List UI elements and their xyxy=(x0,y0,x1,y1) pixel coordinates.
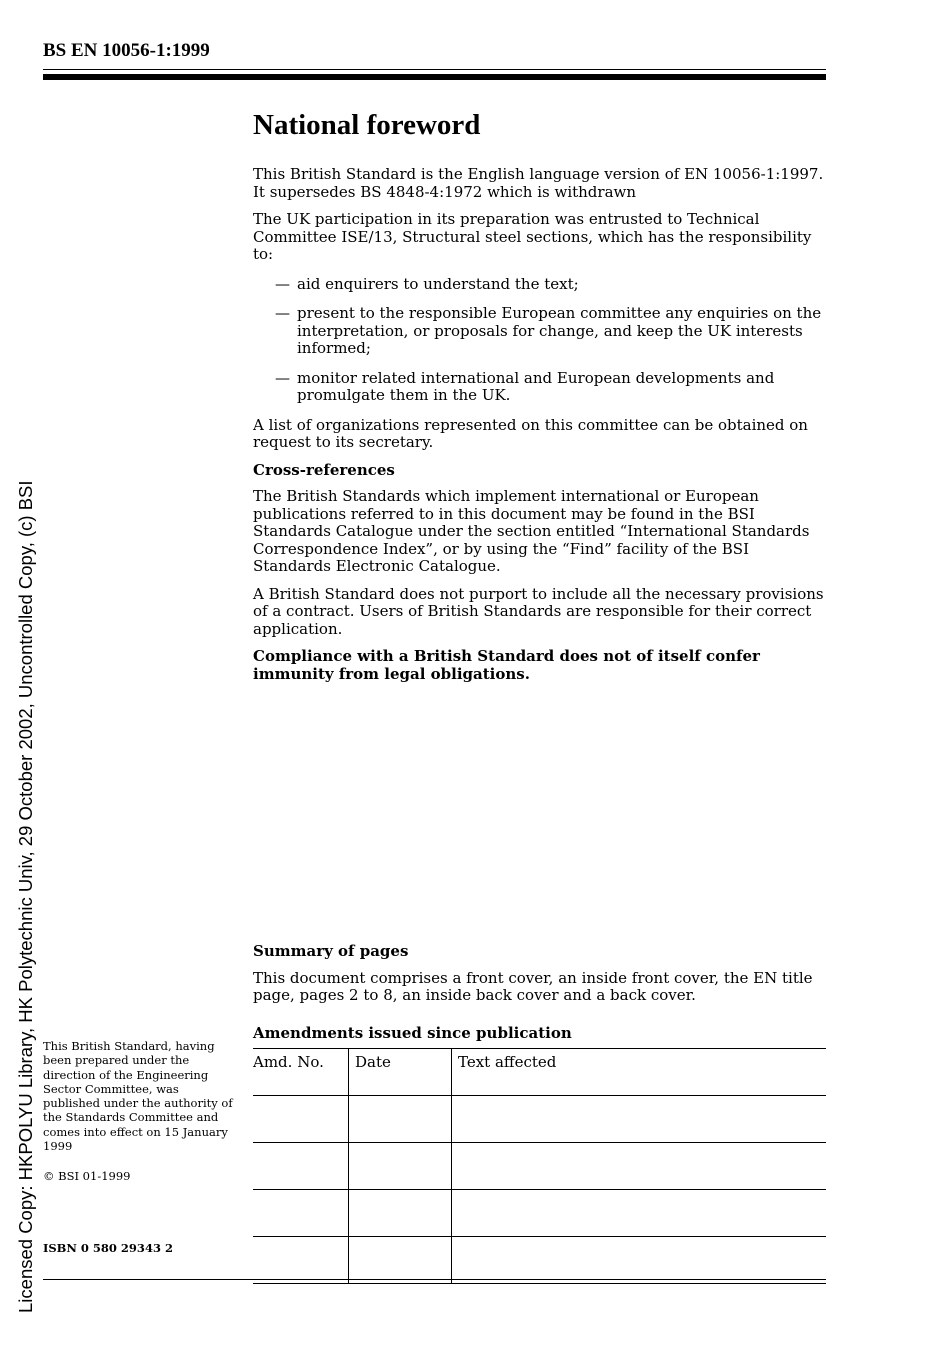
amendments-heading: Amendments issued since publication xyxy=(253,1024,572,1042)
table-cell xyxy=(452,1237,827,1284)
table-row xyxy=(253,1096,826,1143)
publication-note: This British Standard, having been prepared under the direction of the Engineering Sector Committee, was published under the authority of the Standards Committee and comes into effect on 15 January 1999 xyxy=(43,1039,233,1154)
foreword-para-2: The UK participation in its preparation was entrusted to Technical Committee ISE/13, Structural steel sections, which has the responsibility to: xyxy=(253,210,812,263)
table-cell xyxy=(349,1143,452,1190)
foreword-para-4: The British Standards which implement international or European publications referred to in this document may be found in the BSI Standards Catalogue under the section entitled “International Standards Correspondence Index”, or by using the “Find” facility of the BSI Standards Electronic Catalogue. xyxy=(253,487,810,575)
amendments-table xyxy=(253,1048,826,1284)
list-item-text: present to the responsible European committee any enquiries on the interpretation, or proposals for change, and keep the UK interests informed; xyxy=(297,304,822,357)
table-header-row xyxy=(253,1049,826,1096)
table-cell xyxy=(349,1237,452,1284)
list-item-text: aid enquirers to understand the text; xyxy=(297,274,579,293)
table-cell xyxy=(253,1096,349,1143)
list-item-text: monitor related international and European developments and promulgate them in the UK. xyxy=(297,368,775,404)
license-watermark: Licensed Copy: HKPOLYU Library, HK Polytechnic Univ, 29 October 2002, Uncontrolled Copy, (c) BSI xyxy=(15,480,36,1313)
table-cell xyxy=(253,1237,349,1284)
table-cell xyxy=(452,1143,827,1190)
isbn: ISBN 0 580 29343 2 xyxy=(43,1241,173,1255)
table-row xyxy=(253,1190,826,1237)
table-cell xyxy=(349,1096,452,1143)
responsibility-list xyxy=(275,276,828,405)
foreword-para-1: This British Standard is the English language version of EN 10056-1:1997. It supersedes BS 4848-4:1972 which is withdrawn xyxy=(253,165,824,201)
foreword-para-3: A list of organizations represented on this committee can be obtained on request to its secretary. xyxy=(253,415,808,451)
dash-marker: — xyxy=(275,304,290,322)
dash-marker: — xyxy=(275,274,290,293)
list-item xyxy=(275,305,828,358)
summary-of-pages xyxy=(253,943,828,1016)
table-cell xyxy=(349,1190,452,1237)
table-cell xyxy=(452,1190,827,1237)
list-item xyxy=(275,276,828,294)
table-cell xyxy=(452,1096,827,1143)
header-rule-thick xyxy=(43,74,826,80)
copyright-notice: © BSI 01-1999 xyxy=(43,1169,131,1183)
table-cell xyxy=(253,1143,349,1190)
dash-marker: — xyxy=(275,368,290,387)
footer-rule xyxy=(43,1279,826,1280)
summary-heading: Summary of pages xyxy=(253,942,409,960)
table-row xyxy=(253,1237,826,1284)
document-code: BS EN 10056-1:1999 xyxy=(43,40,210,61)
compliance-statement: Compliance with a British Standard does not of itself confer immunity from legal obligations. xyxy=(253,647,760,683)
column-header-amd-no: Amd. No. xyxy=(253,1049,349,1096)
foreword-para-5: A British Standard does not purport to include all the necessary provisions of a contract. Users of British Standards are responsible for their correct application. xyxy=(253,584,824,638)
page-title: National foreword xyxy=(253,109,481,141)
table-row xyxy=(253,1143,826,1190)
column-header-text-affected: Text affected xyxy=(452,1049,827,1096)
summary-text: This document comprises a front cover, an inside front cover, the EN title page, pages 2 to 8, an inside back cover and a back cover. xyxy=(253,968,813,1004)
table-cell xyxy=(253,1190,349,1237)
column-header-date: Date xyxy=(349,1049,452,1096)
national-foreword xyxy=(253,108,828,693)
cross-references-heading: Cross-references xyxy=(253,460,395,479)
list-item xyxy=(275,370,828,405)
header-rule-thin xyxy=(43,69,826,70)
